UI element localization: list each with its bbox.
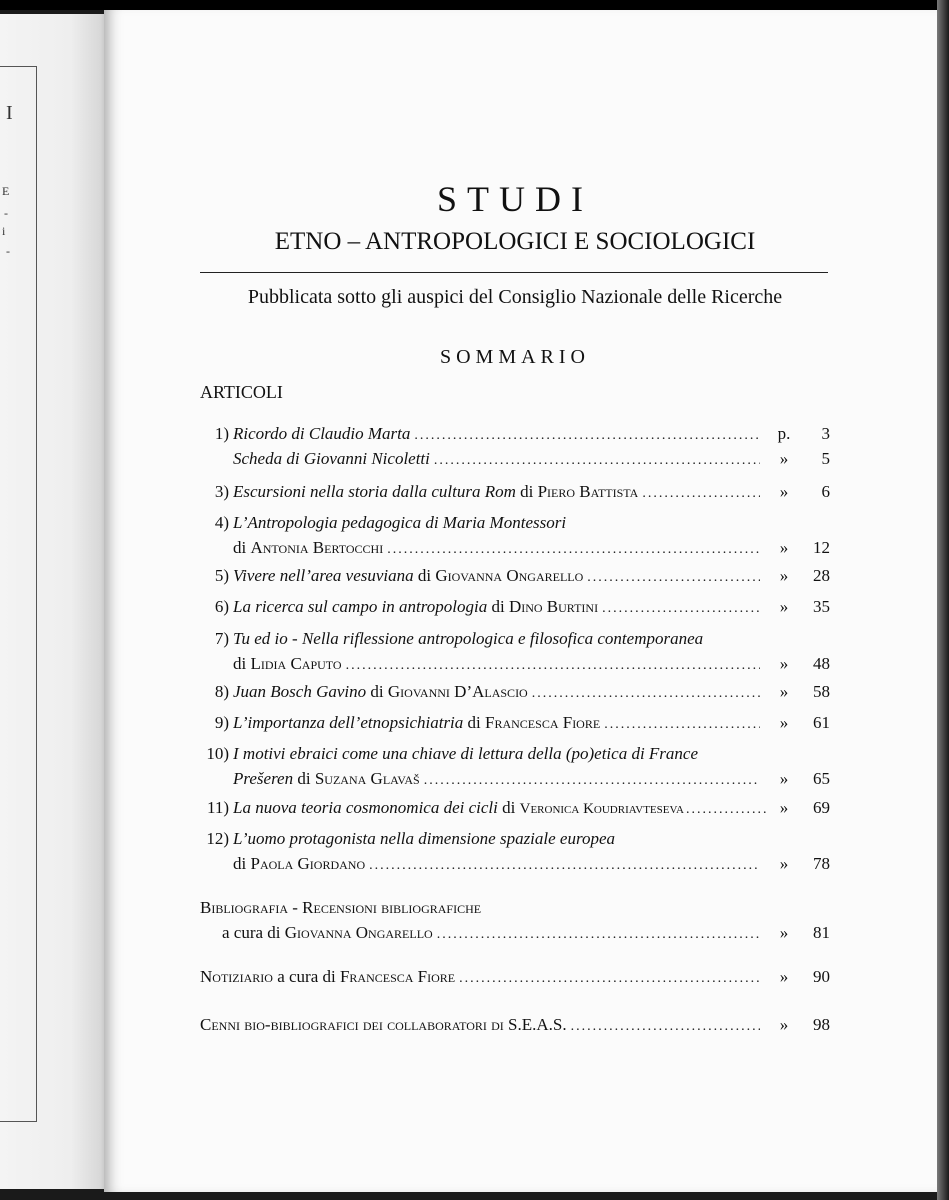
entry-number: 5): [214, 566, 229, 585]
page-marker: »: [779, 967, 789, 986]
page-number: 61: [813, 713, 830, 732]
article-title: I motivi ebraici come una chiave di lettura della (po)etica di France: [233, 744, 699, 763]
page-number: 5: [821, 449, 830, 468]
page-number: 6: [821, 482, 830, 501]
article-title: Tu ed io - Nella riflessione antropologica e filosofica contemporanea: [233, 629, 704, 648]
curator-prefix: a cura di: [277, 967, 336, 986]
article-title: Vivere nell’area vesuviana: [233, 566, 414, 585]
page-marker: »: [779, 538, 789, 557]
article-title: La ricerca sul campo in antropologia: [233, 597, 488, 616]
previous-page-edge: [0, 14, 118, 1189]
by-word: di: [491, 597, 505, 616]
entry-number: 8): [214, 682, 229, 701]
scan-border: [937, 0, 949, 1200]
toc-entry: [196, 710, 830, 735]
page-number: 3: [821, 424, 830, 443]
entry-number: 11): [206, 798, 229, 817]
entry-number: 4): [214, 513, 229, 532]
page-marker: »: [779, 482, 789, 501]
article-title: L’Antropologia pedagogica di Maria Montessori: [233, 513, 567, 532]
toc-entry: [196, 594, 830, 619]
entry-number: 9): [214, 713, 229, 732]
left-fragment: -: [6, 244, 10, 258]
curator-name: Giovanna Ongarello: [284, 923, 433, 942]
author-name: Piero Battista: [537, 482, 639, 501]
author-name: Giovanni D’Alascio: [387, 682, 528, 701]
page-number: 12: [813, 538, 830, 557]
section-title: Bibliografia - Recensioni bibliografiche: [200, 898, 482, 917]
page-marker: »: [779, 654, 789, 673]
by-word: di: [467, 713, 481, 732]
page-marker: »: [779, 1015, 789, 1034]
article-title: Scheda di Giovanni Nicoletti: [233, 449, 430, 468]
author-name: Giovanna Ongarello: [435, 566, 584, 585]
curator-prefix: a cura di: [222, 923, 281, 942]
page-number: 58: [813, 682, 830, 701]
curator-name: Francesca Fiore: [339, 967, 456, 986]
entry-number: 7): [214, 629, 229, 648]
page-marker: »: [779, 923, 789, 942]
page-number: 78: [813, 854, 830, 873]
by-word: di: [233, 538, 247, 557]
page-number: 48: [813, 654, 830, 673]
page-marker: »: [779, 769, 789, 788]
toc-entry: [196, 795, 830, 820]
page-number: 98: [813, 1015, 830, 1034]
summary-heading: SOMMARIO: [439, 346, 591, 368]
previous-page-frame: [0, 66, 37, 1122]
page-marker: »: [779, 713, 789, 732]
by-word: di: [297, 769, 311, 788]
journal-abbreviation: S.E.A.S.: [508, 1015, 567, 1034]
article-title: L’importanza dell’etnopsichiatria: [233, 713, 464, 732]
toc-entry: [196, 679, 830, 704]
article-title: Ricordo di Claudio Marta: [233, 424, 411, 443]
by-word: di: [370, 682, 384, 701]
left-fragment: i: [2, 224, 6, 238]
page-marker: »: [779, 682, 789, 701]
article-title: La nuova teoria cosmonomica dei cicli: [233, 798, 498, 817]
page-number: 28: [813, 566, 830, 585]
page-marker: »: [779, 854, 789, 873]
article-title-continued: Prešeren: [233, 769, 294, 788]
article-title: Escursioni nella storia dalla cultura Rom: [233, 482, 516, 501]
author-name: Dino Burtini: [508, 597, 599, 616]
by-word: di: [417, 566, 432, 585]
toc-entry: [196, 626, 830, 676]
by-word: di: [233, 654, 247, 673]
toc-entry: [196, 563, 830, 588]
entry-number: 1): [214, 424, 229, 443]
title-rule: [200, 272, 828, 273]
by-word: di: [520, 482, 534, 501]
author-name: Lidia Caputo: [250, 654, 342, 673]
journal-title: STUDI: [437, 179, 593, 219]
journal-subtitle: ETNO – ANTROPOLOGICI E SOCIOLOGICI: [274, 228, 756, 255]
by-word: di: [502, 798, 516, 817]
page-number: 35: [813, 597, 830, 616]
by-word: di: [233, 854, 247, 873]
toc-entry-bio: [196, 1012, 830, 1037]
page-number: 65: [813, 769, 830, 788]
section-title: Cenni bio-bibliografici dei collaboratori di: [200, 1015, 504, 1034]
author-name: Antonia Bertocchi: [250, 538, 384, 557]
scan-border: [0, 0, 949, 10]
page-number: 81: [813, 923, 830, 942]
toc-entry: [196, 826, 830, 876]
article-title: Juan Bosch Gavino: [233, 682, 367, 701]
author-name: Francesca Fiore: [485, 713, 601, 732]
page-marker: »: [779, 449, 789, 468]
toc-entry-news: [196, 964, 830, 989]
page-marker: »: [779, 566, 789, 585]
section-title: Notiziario: [200, 967, 273, 986]
author-name: Paola Giordano: [250, 854, 366, 873]
page-number: 90: [813, 967, 830, 986]
entry-number: 10): [206, 744, 229, 763]
toc-entry: [196, 421, 830, 471]
left-fragment: E: [2, 184, 10, 198]
toc-entry: [196, 510, 830, 560]
section-heading: ARTICOLI: [200, 382, 283, 402]
toc-entry: [196, 741, 830, 791]
entry-number: 6): [214, 597, 229, 616]
author-name: Suzana Glavaš: [314, 769, 420, 788]
toc-entry: [196, 479, 830, 504]
page-number: 69: [813, 798, 830, 817]
toc-entry-bibliography: [196, 895, 830, 945]
article-title: L’uomo protagonista nella dimensione spaziale europea: [233, 829, 616, 848]
page-marker: »: [779, 597, 789, 616]
entry-number: 12): [206, 829, 229, 848]
patronage-line: Pubblicata sotto gli auspici del Consiglio Nazionale delle Ricerche: [247, 286, 783, 308]
left-fragment: I: [6, 102, 13, 124]
entry-number: 3): [214, 482, 229, 501]
author-name: Veronica Koudriavteseva: [519, 801, 684, 817]
page-marker: »: [779, 798, 789, 817]
left-fragment: -: [4, 206, 8, 220]
page-marker: p.: [777, 424, 791, 443]
